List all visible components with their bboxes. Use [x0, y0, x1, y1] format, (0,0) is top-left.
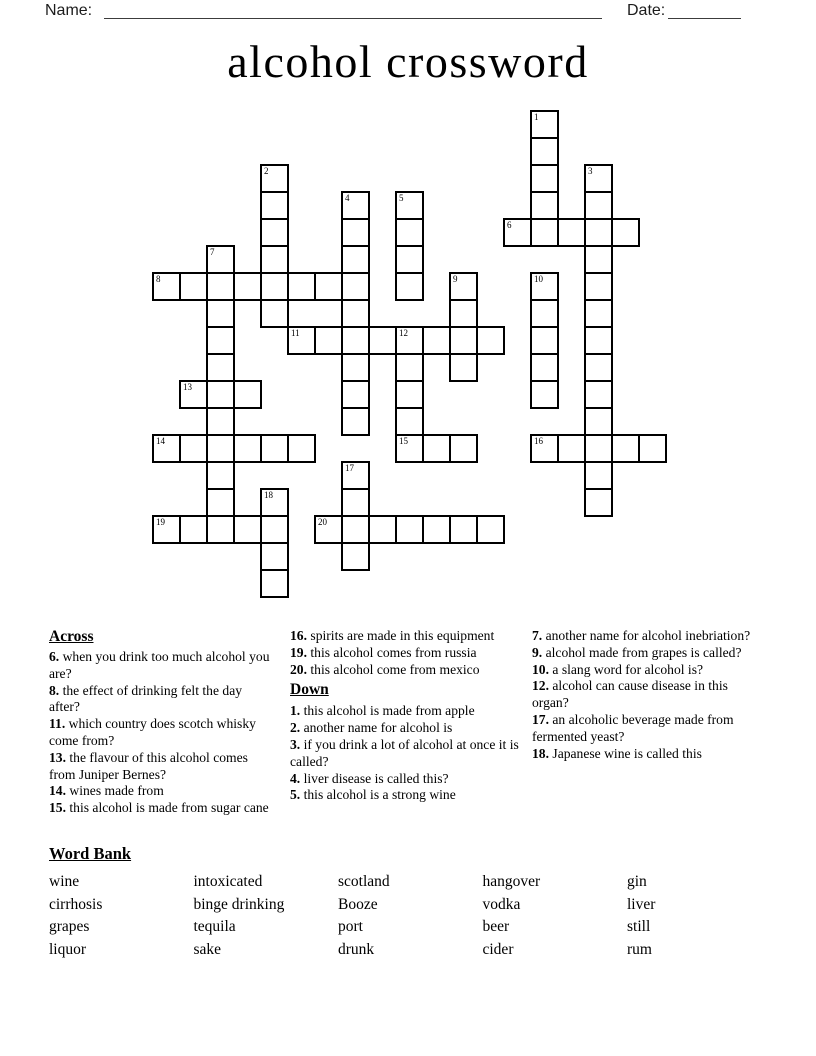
- grid-cell-2-5[interactable]: [206, 245, 235, 274]
- grid-cell-14-9[interactable]: [530, 353, 559, 382]
- grid-cell-6-8[interactable]: [314, 326, 343, 355]
- grid-cell-17-4[interactable]: [611, 218, 640, 247]
- cell-number-2: 2: [264, 166, 269, 176]
- grid-cell-0-15[interactable]: [152, 515, 181, 544]
- word-bank-header: Word Bank: [49, 844, 132, 863]
- grid-cell-14-1[interactable]: [530, 137, 559, 166]
- cell-number-5: 5: [399, 193, 404, 203]
- grid-cell-9-4[interactable]: [395, 218, 424, 247]
- grid-cell-2-8[interactable]: [206, 326, 235, 355]
- wordbank-word: drunk: [338, 940, 375, 958]
- grid-cell-2-14[interactable]: [206, 488, 235, 517]
- grid-cell-3-12[interactable]: [233, 434, 262, 463]
- grid-cell-9-5[interactable]: [395, 245, 424, 274]
- grid-cell-2-13[interactable]: [206, 461, 235, 490]
- grid-cell-4-17[interactable]: [260, 569, 289, 598]
- grid-cell-11-15[interactable]: [449, 515, 478, 544]
- cell-number-12: 12: [399, 328, 408, 338]
- clue-19: 19. this alcohol comes from russia: [290, 644, 477, 660]
- grid-cell-4-2[interactable]: [260, 164, 289, 193]
- cell-number-8: 8: [156, 274, 161, 284]
- clue-16: 16. spirits are made in this equipment: [290, 628, 495, 643]
- clue-6: 6. when you drink too much alcohol you are?: [49, 649, 270, 681]
- grid-cell-9-15[interactable]: [395, 515, 424, 544]
- grid-cell-16-2[interactable]: [584, 164, 613, 193]
- grid-cell-15-12[interactable]: [557, 434, 586, 463]
- grid-cell-4-5[interactable]: [260, 245, 289, 274]
- wordbank-word: binge drinking: [193, 895, 285, 913]
- cell-number-4: 4: [345, 193, 350, 203]
- grid-cell-5-6[interactable]: [287, 272, 316, 301]
- grid-cell-12-15[interactable]: [476, 515, 505, 544]
- grid-cell-7-3[interactable]: [341, 191, 370, 220]
- grid-cell-18-12[interactable]: [638, 434, 667, 463]
- grid-cell-7-11[interactable]: [341, 407, 370, 436]
- wordbank-word: hangover: [482, 873, 541, 890]
- down-clues: [290, 703, 519, 804]
- cell-number-16: 16: [534, 436, 543, 446]
- wordbank-word: scotland: [338, 873, 390, 890]
- grid-cell-9-9[interactable]: [395, 353, 424, 382]
- clue-1: 1. this alcohol is made from apple: [290, 703, 475, 719]
- wordbank-word: still: [627, 918, 651, 936]
- wordbank-word: vodka: [482, 895, 521, 913]
- grid-cell-1-6[interactable]: [179, 272, 208, 301]
- grid-cell-7-6[interactable]: [341, 272, 370, 301]
- grid-cell-16-10[interactable]: [584, 380, 613, 409]
- cell-number-13: 13: [183, 382, 192, 392]
- clue-13: 13. the flavour of this alcohol comes from Juniper Bernes?: [49, 749, 248, 782]
- grid-cell-4-6[interactable]: [260, 272, 289, 301]
- grid-cell-14-0[interactable]: [530, 110, 559, 139]
- name-label: Name:: [45, 2, 93, 19]
- cell-number-10: 10: [534, 274, 543, 284]
- date-label: Date:: [627, 2, 666, 19]
- wordbank-word: liver: [627, 895, 656, 913]
- clue-17: 17. an alcoholic beverage made from fermented yeast?: [532, 711, 734, 744]
- grid-cell-9-3[interactable]: [395, 191, 424, 220]
- wordbank-word: sake: [193, 940, 222, 958]
- grid-cell-6-6[interactable]: [314, 272, 343, 301]
- grid-cell-1-15[interactable]: [179, 515, 208, 544]
- wordbank-word: wine: [49, 873, 80, 890]
- clue-9: 9. alcohol made from grapes is called?: [532, 644, 742, 660]
- clue-18: 18. Japanese wine is called this: [532, 745, 702, 761]
- grid-cell-3-10[interactable]: [233, 380, 262, 409]
- grid-cell-3-15[interactable]: [233, 515, 262, 544]
- grid-cell-7-16[interactable]: [341, 542, 370, 571]
- grid-cell-4-16[interactable]: [260, 542, 289, 571]
- wordbank-word: gin: [627, 873, 647, 890]
- cell-number-3: 3: [588, 166, 593, 176]
- grid-cell-2-6[interactable]: [206, 272, 235, 301]
- grid-cell-2-15[interactable]: [206, 515, 235, 544]
- cell-number-7: 7: [210, 247, 215, 257]
- grid-cell-9-11[interactable]: [395, 407, 424, 436]
- word-bank: [49, 844, 774, 961]
- grid-cell-4-7[interactable]: [260, 299, 289, 328]
- wordbank-word: port: [338, 918, 363, 936]
- name-fill-line: [104, 18, 602, 19]
- grid-cell-14-12[interactable]: [530, 434, 559, 463]
- grid-cell-16-13[interactable]: [584, 461, 613, 490]
- grid-cell-8-15[interactable]: [368, 515, 397, 544]
- grid-cell-11-12[interactable]: [449, 434, 478, 463]
- grid-cell-16-12[interactable]: [584, 434, 613, 463]
- grid-cell-16-6[interactable]: [584, 272, 613, 301]
- down-header: Down: [290, 681, 329, 699]
- wordbank-word: beer: [482, 918, 510, 936]
- wordbank-word: cider: [482, 940, 514, 958]
- down-clues-continued: [532, 628, 768, 762]
- crossword-grid: [152, 110, 667, 598]
- across-header: Across: [49, 628, 94, 645]
- wordbank-word: cirrhosis: [49, 895, 103, 913]
- page-title: alcohol crossword: [227, 36, 589, 87]
- clue-7: 7. another name for alcohol inebriation?: [532, 628, 751, 643]
- clue-column-3: [532, 628, 768, 762]
- grid-cell-14-3[interactable]: [530, 191, 559, 220]
- grid-cell-7-10[interactable]: [341, 380, 370, 409]
- grid-cell-10-15[interactable]: [422, 515, 451, 544]
- clue-8: 8. the effect of drinking felt the day after?: [49, 682, 243, 715]
- grid-cell-11-8[interactable]: [449, 326, 478, 355]
- grid-cell-16-5[interactable]: [584, 245, 613, 274]
- grid-cell-6-15[interactable]: [314, 515, 343, 544]
- grid-cell-12-8[interactable]: [476, 326, 505, 355]
- grid-cell-5-8[interactable]: [287, 326, 316, 355]
- wordbank-word: liquor: [49, 940, 87, 958]
- grid-cell-2-10[interactable]: [206, 380, 235, 409]
- wordbank-word: grapes: [49, 918, 90, 936]
- grid-cell-3-6[interactable]: [233, 272, 262, 301]
- grid-cell-5-12[interactable]: [287, 434, 316, 463]
- cell-number-19: 19: [156, 517, 165, 527]
- cell-number-18: 18: [264, 490, 273, 500]
- clue-20: 20. this alcohol come from mexico: [290, 661, 480, 677]
- grid-cell-2-7[interactable]: [206, 299, 235, 328]
- cell-number-11: 11: [291, 328, 300, 338]
- grid-cell-9-8[interactable]: [395, 326, 424, 355]
- grid-cell-2-12[interactable]: [206, 434, 235, 463]
- grid-cell-7-14[interactable]: [341, 488, 370, 517]
- clue-3: 3. if you drink a lot of alcohol at once it is called?: [290, 736, 519, 769]
- grid-cell-10-12[interactable]: [422, 434, 451, 463]
- grid-cell-16-7[interactable]: [584, 299, 613, 328]
- clue-14: 14. wines made from: [49, 783, 164, 799]
- grid-cell-14-6[interactable]: [530, 272, 559, 301]
- clue-2: 2. another name for alcohol is: [290, 720, 453, 736]
- cell-number-17: 17: [345, 463, 354, 473]
- grid-cell-17-12[interactable]: [611, 434, 640, 463]
- grid-cell-16-11[interactable]: [584, 407, 613, 436]
- clue-column-2: [290, 628, 519, 804]
- grid-cell-14-7[interactable]: [530, 299, 559, 328]
- word-bank-grid: [49, 871, 774, 961]
- grid-cell-14-8[interactable]: [530, 326, 559, 355]
- clue-12: 12. alcohol can cause disease in this organ?: [532, 678, 728, 711]
- grid-cell-14-2[interactable]: [530, 164, 559, 193]
- cell-number-6: 6: [507, 220, 512, 230]
- grid-cell-7-7[interactable]: [341, 299, 370, 328]
- grid-cell-2-11[interactable]: [206, 407, 235, 436]
- grid-cell-7-9[interactable]: [341, 353, 370, 382]
- cell-number-14: 14: [156, 436, 165, 446]
- grid-cell-15-4[interactable]: [557, 218, 586, 247]
- grid-cell-16-8[interactable]: [584, 326, 613, 355]
- grid-cell-4-15[interactable]: [260, 515, 289, 544]
- grid-cell-9-12[interactable]: [395, 434, 424, 463]
- grid-cell-0-6[interactable]: [152, 272, 181, 301]
- grid-cell-14-4[interactable]: [530, 218, 559, 247]
- grid-cell-10-8[interactable]: [422, 326, 451, 355]
- grid-cell-9-6[interactable]: [395, 272, 424, 301]
- clue-15: 15. this alcohol is made from sugar cane: [49, 800, 269, 816]
- wordbank-word: tequila: [193, 918, 236, 936]
- across-clues-continued: [290, 628, 519, 678]
- cell-number-20: 20: [318, 517, 327, 527]
- grid-cell-0-12[interactable]: [152, 434, 181, 463]
- clue-11: 11. which country does scotch whisky come from?: [49, 716, 256, 748]
- cell-number-1: 1: [534, 112, 539, 122]
- grid-cell-11-7[interactable]: [449, 299, 478, 328]
- clue-column-1: [49, 628, 275, 817]
- grid-cell-4-3[interactable]: [260, 191, 289, 220]
- grid-cell-11-6[interactable]: [449, 272, 478, 301]
- grid-cell-2-9[interactable]: [206, 353, 235, 382]
- grid-cell-11-9[interactable]: [449, 353, 478, 382]
- grid-cell-4-12[interactable]: [260, 434, 289, 463]
- grid-cell-7-4[interactable]: [341, 218, 370, 247]
- grid-cell-13-4[interactable]: [503, 218, 532, 247]
- grid-cell-16-4[interactable]: [584, 218, 613, 247]
- grid-cell-16-14[interactable]: [584, 488, 613, 517]
- cell-number-15: 15: [399, 436, 408, 446]
- grid-cell-16-9[interactable]: [584, 353, 613, 382]
- grid-cell-14-10[interactable]: [530, 380, 559, 409]
- grid-cell-9-10[interactable]: [395, 380, 424, 409]
- clue-10: 10. a slang word for alcohol is?: [532, 661, 704, 677]
- wordbank-word: intoxicated: [193, 873, 263, 890]
- date-fill-line: [668, 18, 741, 19]
- cell-number-9: 9: [453, 274, 458, 284]
- grid-cell-7-8[interactable]: [341, 326, 370, 355]
- grid-cell-1-10[interactable]: [179, 380, 208, 409]
- grid-cell-16-3[interactable]: [584, 191, 613, 220]
- grid-cell-4-14[interactable]: [260, 488, 289, 517]
- across-clues: [49, 649, 275, 817]
- grid-cell-7-13[interactable]: [341, 461, 370, 490]
- grid-cell-7-15[interactable]: [341, 515, 370, 544]
- grid-cell-8-8[interactable]: [368, 326, 397, 355]
- wordbank-word: Booze: [338, 895, 378, 913]
- grid-cell-4-4[interactable]: [260, 218, 289, 247]
- clue-5: 5. this alcohol is a strong wine: [290, 787, 456, 803]
- grid-cell-1-12[interactable]: [179, 434, 208, 463]
- grid-cell-7-5[interactable]: [341, 245, 370, 274]
- wordbank-word: rum: [627, 940, 652, 958]
- clue-4: 4. liver disease is called this?: [290, 770, 449, 786]
